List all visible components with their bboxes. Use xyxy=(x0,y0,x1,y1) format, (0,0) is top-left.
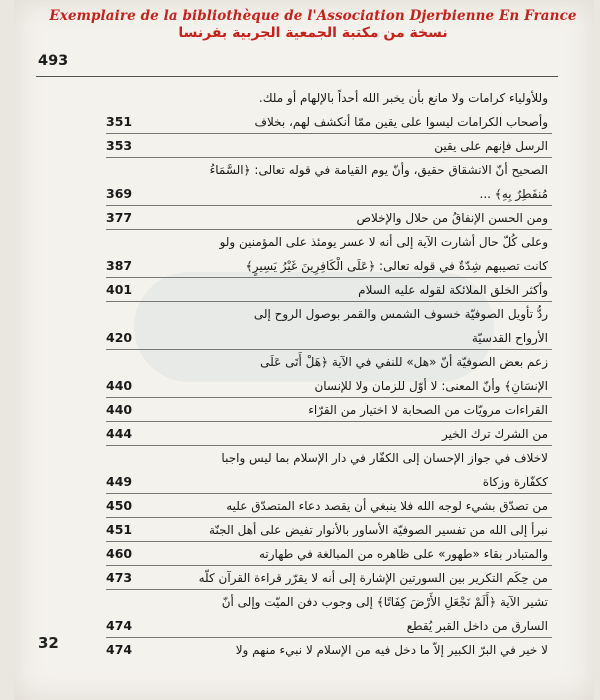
index-entry-text: والمتبادر بقاء «طهور» على ظاهره من المبالغة في طهارته xyxy=(258,547,548,561)
index-entry-page: 440 xyxy=(106,378,133,393)
index-entry-page: 351 xyxy=(106,114,133,129)
index-entry-text: وعلى كُلّ حال أشارت الآية إلى أنه لا عسر يومئذ على المؤمنين ولو xyxy=(219,235,548,249)
index-entry-page: 387 xyxy=(106,258,133,273)
index-entry-page: 473 xyxy=(106,570,133,585)
index-entry-text: تشير الآية ﴿أَلَمْ نَجْعَلِ الأَرْضَ كِفَاتًا﴾ إلى وجوب دفن الميّت وإلى أنّ xyxy=(221,595,548,609)
index-entry-text: من الشرك ترك الخير xyxy=(441,427,548,441)
index-entry-page: 451 xyxy=(106,522,133,537)
index-entry-text: كانت تصيبهم شِدّةٌ في قوله تعالى: ﴿عَلَى الْكَافِرِينَ غَيْرُ يَسِيرٍ﴾ xyxy=(245,259,548,273)
index-entry-text: لاخلاف في جواز الإحسان إلى الكفّار في دار الإسلام بما ليس واجبا xyxy=(221,451,548,465)
index-entry-page: 440 xyxy=(106,402,133,417)
index-entry-text: ومن الحسن الإنفاقُ من حلال والإخلاص xyxy=(356,211,548,225)
index-entry-page: 369 xyxy=(106,186,133,201)
index-entry-text: زعم بعض الصوفيّة أنّ «هل» للنفي في الآية ﴿هَلْ أَتَى عَلَى xyxy=(260,355,548,369)
index-entry-text: ككفّارة وزكاة xyxy=(482,475,548,489)
index-entry-text: من حِكَم التكرير بين السورتين الإشارة إلى أنه لا يقرّر قراءة القرآن كلّه xyxy=(198,571,548,585)
index-entry-page: 474 xyxy=(106,642,133,657)
index-entry-page: 450 xyxy=(106,498,133,513)
index-entry-page: 474 xyxy=(106,618,133,633)
header-rule xyxy=(36,76,558,77)
index-entry-text: نبرأ إلى الله من تفسير الصوفيّة الأساور بالأنوار تفيض على أهل الجنّة xyxy=(209,523,548,537)
index-entry-page: 444 xyxy=(106,426,133,441)
stamp-french-text: Exemplaire de la bibliothèque de l'Association Djerbienne En France xyxy=(49,8,577,24)
index-entry-page: 401 xyxy=(106,282,133,297)
index-entry-text: وأكثر الخلق الملائكة لقوله عليه السلام xyxy=(358,283,548,297)
header-page-number: 493 xyxy=(38,53,69,69)
index-entry-text: الرسل فإنهم على يقين xyxy=(434,139,548,153)
index-entry-text: الإنسَانِ﴾ وأنّ المعنى: لا أوّل للزمان ولا للإنسان xyxy=(314,379,548,393)
index-entry-text: السارق من داخل القبر يُقطع xyxy=(406,619,548,633)
index-entry-text: من تصدّق بشيء لوجه الله فلا ينبغي أن يقصد دعاء المتصدّق عليه xyxy=(226,499,548,513)
index-entry-text: وأصحاب الكرامات ليسوا على يقين ممّا أنكشف لهم، بخلاف xyxy=(254,115,548,129)
index-entry-text: ردُّ تأويل الصوفيّة خسوف الشمس والقمر بوصول الروح إلى xyxy=(253,307,548,321)
index-entry-text: وللأولياء كرامات ولا مانع بأن يخبر الله أحداً بالإلهام أو ملك. xyxy=(258,91,548,105)
library-stamp xyxy=(32,8,594,41)
index-entry-page: 353 xyxy=(106,138,133,153)
index-entry-page: 420 xyxy=(106,330,133,345)
index-entry-text: لا خير في البرّ الكبير إلاّ ما دخل فيه من الإسلام لا نبيء منهم ولا xyxy=(235,643,548,657)
index-entry-text: الأرواح القدسيّة xyxy=(471,331,548,345)
stamp-arabic-text: نسخة من مكتبة الجمعية الجربية بفرنسا xyxy=(178,25,448,41)
index-entry-text: الصحيح أنّ الانشقاق حقيق، وأنّ يوم القيامة في قوله تعالى: ﴿السَّمَاءُ xyxy=(209,163,548,177)
index-entry-text: القراءات مرويّات من الصحابة لا اختيار من القرّاء xyxy=(308,403,548,417)
index-entry-text: مُنفَطِرٌ بِهِ﴾ ... xyxy=(479,187,548,201)
footer-page-number: 32 xyxy=(38,634,59,652)
index-entry-page: 377 xyxy=(106,210,133,225)
book-page xyxy=(14,0,594,700)
index-entry-page: 460 xyxy=(106,546,133,561)
index-entry-page: 449 xyxy=(106,474,133,489)
